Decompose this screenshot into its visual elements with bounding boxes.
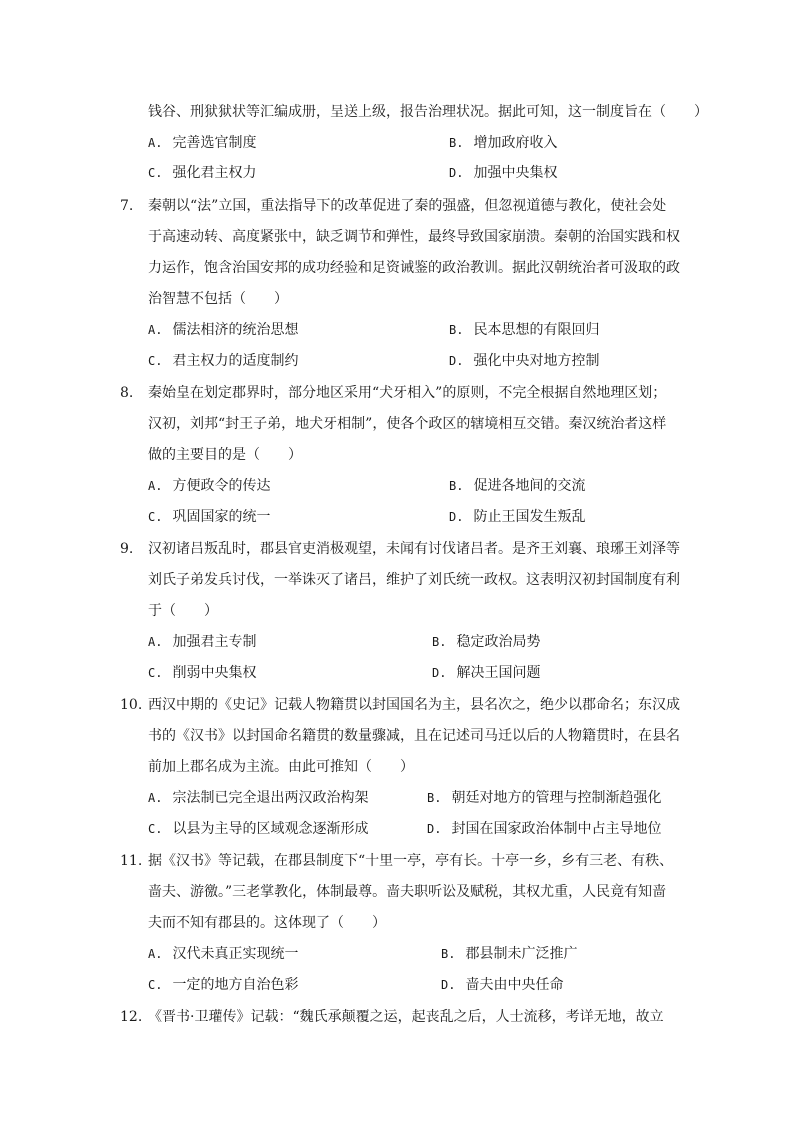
question-7-text-line: 力运作，饱含治国安邦的成功经验和足资诫鉴的政治教训。据此汉朝统治者可汲取的政	[148, 260, 680, 276]
question-9-option-a[interactable]: A. 加强君主专制	[148, 634, 257, 650]
question-7-option-b[interactable]: B. 民本思想的有限回归	[449, 322, 600, 338]
question-7-text-line: 治智慧不包括（ ）	[148, 291, 288, 307]
question-10-option-d[interactable]: D. 封国在国家政治体制中占主导地位	[427, 821, 662, 837]
question-10-option-c[interactable]: C. 以县为主导的区域观念逐渐形成	[148, 821, 369, 837]
question-11-text-line: 啬夫、游徼。”三老掌教化，体制最尊。啬夫职听讼及赋税，其权尤重，人民竟有知啬	[148, 884, 667, 900]
question-8-option-c[interactable]: C. 巩固国家的统一	[148, 509, 271, 525]
question-8-text-line: 秦始皇在划定郡界时，部分地区采用“犬牙相入”的原则，不完全根据自然地理区划；	[148, 385, 667, 401]
question-7-option-a[interactable]: A. 儒法相济的统治思想	[148, 322, 299, 338]
question-6-text-line: 钱谷、刑狱狱状等汇编成册，呈送上级，报告治理状况。据此可知，这一制度旨在（ ）	[148, 104, 708, 120]
question-7-text-line: 秦朝以“法”立国，重法指导下的改革促进了秦的强盛，但忽视道德与教化，使社会处	[148, 198, 667, 214]
question-8-option-d[interactable]: D. 防止王国发生叛乱	[449, 509, 586, 525]
question-11-option-a[interactable]: A. 汉代未真正实现统一	[148, 946, 299, 962]
question-9-text-line: 刘氏子弟发兵讨伐，一举诛灭了诸吕，维护了刘氏统一政权。这表明汉初封国制度有利	[148, 572, 680, 588]
question-11-option-c[interactable]: C. 一定的地方自治色彩	[148, 977, 299, 993]
question-6-option-c[interactable]: C. 强化君主权力	[148, 165, 257, 181]
question-8-number: 8.	[120, 385, 134, 401]
question-10-option-b[interactable]: B. 朝廷对地方的管理与控制渐趋强化	[427, 790, 662, 806]
question-7-text-line: 于高速动转、高度紧张中，缺乏调节和弹性，最终导致国家崩溃。秦朝的治国实践和权	[148, 229, 680, 245]
question-12-text-line: 《晋书·卫瓘传》记载：“魏氏承颠覆之运，起丧乱之后，人士流移，考详无地，故立	[148, 1009, 664, 1025]
question-9-option-b[interactable]: B. 稳定政治局势	[432, 634, 541, 650]
question-9-text-line: 于（ ）	[148, 603, 218, 619]
question-10-text-line: 西汉中期的《史记》记载人物籍贯以封国国名为主，县名次之，绝少以郡命名；东汉成	[148, 697, 680, 713]
question-6-option-d[interactable]: D. 加强中央集权	[449, 165, 558, 181]
question-9-text-line: 汉初诸吕叛乱时，郡县官吏消极观望，未闻有讨伐诸吕者。是齐王刘襄、琅琊王刘泽等	[148, 541, 680, 557]
question-11-number: 11.	[120, 853, 143, 869]
question-7-number: 7.	[120, 198, 134, 214]
question-10-option-a[interactable]: A. 宗法制已完全退出两汉政治构架	[148, 790, 369, 806]
question-6-option-a[interactable]: A. 完善选官制度	[148, 135, 257, 151]
question-11-text-line: 夫而不知有郡县的。这体现了（ ）	[148, 915, 386, 931]
question-9-number: 9.	[120, 541, 134, 557]
question-6-option-b[interactable]: B. 增加政府收入	[449, 135, 558, 151]
question-7-option-d[interactable]: D. 强化中央对地方控制	[449, 353, 600, 369]
question-10-text-line: 前加上郡名成为主流。由此可推知（ ）	[148, 759, 414, 775]
question-11-text-line: 据《汉书》等记载，在郡县制度下“十里一亭，亭有长。十亭一乡，乡有三老、有秩、	[148, 853, 674, 869]
question-9-option-d[interactable]: D. 解决王国问题	[432, 665, 541, 681]
question-8-text-line: 做的主要目的是（ ）	[148, 447, 302, 463]
question-9-option-c[interactable]: C. 削弱中央集权	[148, 665, 257, 681]
question-8-text-line: 汉初，刘邦“封王子弟，地犬牙相制”，使各个政区的辖境相互交错。秦汉统治者这样	[148, 416, 667, 432]
question-8-option-a[interactable]: A. 方便政令的传达	[148, 478, 271, 494]
question-8-option-b[interactable]: B. 促进各地间的交流	[449, 478, 586, 494]
question-12-number: 12.	[120, 1009, 143, 1025]
question-7-option-c[interactable]: C. 君主权力的适度制约	[148, 353, 299, 369]
question-10-text-line: 书的《汉书》以封国命名籍贯的数量骤减，且在记述司马迁以后的人物籍贯时，在县名	[148, 728, 680, 744]
question-11-option-b[interactable]: B. 郡县制未广泛推广	[441, 946, 578, 962]
question-11-option-d[interactable]: D. 啬夫由中央任命	[441, 977, 564, 993]
question-10-number: 10.	[120, 697, 143, 713]
